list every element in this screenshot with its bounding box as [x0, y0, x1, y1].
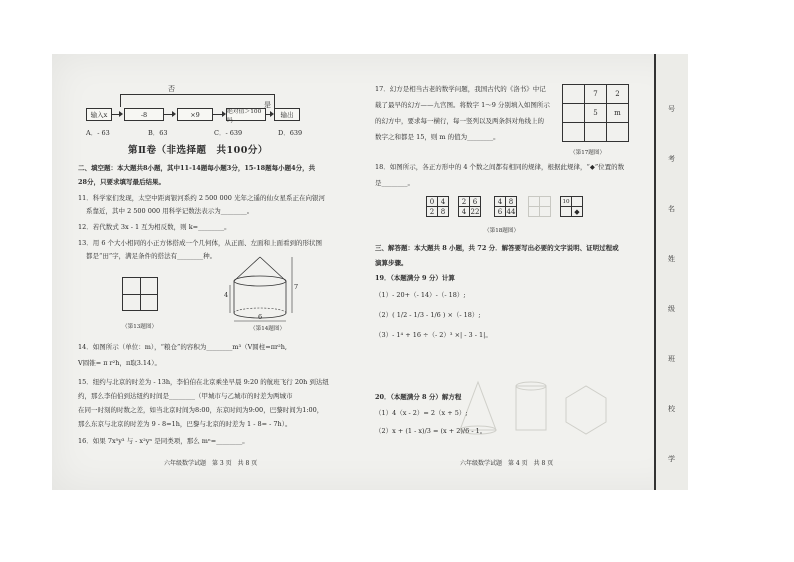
flow-input-box: 输入x — [86, 108, 112, 121]
question-17: 17．幻方是相当古老的数学问题，我国古代的《洛书》中记 — [375, 85, 546, 93]
margin-char: 学 — [668, 455, 675, 463]
question-19-part-3: （3）- 1⁴ + 16 ÷（- 2）³ ×| - 3 - 1|。 — [375, 331, 492, 339]
margin-char: 级 — [668, 305, 675, 313]
pattern-cell: 0 — [426, 196, 438, 207]
fill-heading: 28分，只要求填写最后结果。 — [78, 178, 166, 186]
solve-heading: 三、解答题：本大题共 8 小题，共 72 分．解答要写出必要的文字说明、证明过程或 — [375, 244, 619, 252]
question-15: 在同一时刻的时数之差，如当北京时间为8:00，东京时间为9:00，巴黎时间为1:00， — [78, 406, 324, 414]
flow-arrow-head — [172, 111, 176, 117]
question-11: 系靠近，其中 2 500 000 用科学记数法表示为________。 — [86, 207, 254, 215]
question-18: 18．如图所示，各正方形中的 4 个数之间都有相同的规律，根据此规律，“◆”位置的数 — [375, 163, 625, 171]
magic-cell: 7 — [584, 84, 607, 104]
margin-char: 班 — [668, 355, 675, 363]
pattern-cell: 4 — [494, 196, 506, 207]
magic-cell — [584, 122, 607, 142]
figure-13-grid — [122, 277, 158, 311]
question-13: 13．用 6 个大小相同的小正方体搭成一个几何体，从正面、左面和上面看到的形状图 — [78, 239, 323, 247]
question-15: 约，那么李伯伯到达纽约时间是________（甲城市与乙城市的时差为两城市 — [78, 392, 293, 400]
binding-margin — [654, 54, 688, 490]
q10-option-d: D．639 — [278, 129, 303, 137]
figure-13-caption: （第13题图） — [122, 324, 158, 330]
magic-cell: 2 — [606, 84, 629, 104]
question-17: 数字之和都是 15，则 m 的值为________。 — [375, 133, 500, 141]
q10-option-a: A．- 63 — [86, 129, 110, 137]
pattern-cell: 10 — [560, 196, 572, 207]
question-20: 20．（本题满分 8 分）解方程 — [375, 393, 462, 401]
q10-option-c: C．- 639 — [214, 129, 243, 137]
pattern-cell: 2 — [458, 196, 470, 207]
q10-option-b: B．63 — [148, 129, 168, 137]
magic-cell: 5 — [584, 103, 607, 123]
margin-char: 姓 — [668, 255, 675, 263]
flow-step-minus8: -8 — [124, 108, 164, 121]
section-title: 第Ⅱ卷（非选择题 共100分） — [128, 145, 268, 156]
question-16: 16．如果 7x⁵y³ 与 - x²yⁿ 是同类项，那么 mⁿ=________。 — [78, 437, 249, 445]
pattern-cell: 44 — [506, 207, 516, 216]
flow-loop-line — [120, 94, 121, 107]
question-12: 12．若代数式 3x - 1 互为相反数，则 k=________。 — [78, 223, 231, 231]
magic-cell: m — [606, 103, 629, 123]
flow-condition-box: 绝对值＞100吗 — [226, 108, 266, 121]
question-19: 19．（本题满分 9 分）计算 — [375, 274, 455, 282]
question-11: 11．科学家们发现，太空中距离银河系约 2 500 000 光年之遥的仙女星系正在向银河 — [78, 194, 325, 202]
page-footer-right: 六年级数学试题 第 4 页 共 8 页 — [460, 460, 554, 467]
question-14: V圆锥= π r²h，π取3.14）。 — [78, 359, 161, 367]
margin-char: 考 — [668, 155, 675, 163]
pattern-cell: 4 — [437, 196, 449, 207]
figure-14-label-6: 6 — [258, 313, 263, 321]
flow-loop-line — [120, 94, 274, 95]
question-20-part-1: （1）4（x - 2）= 2（x + 5）; — [375, 409, 468, 417]
solve-heading: 演算步骤。 — [375, 259, 408, 267]
pattern-cell: 6 — [469, 196, 481, 207]
magic-cell — [606, 122, 629, 142]
pattern-cell: 8 — [437, 206, 449, 217]
pattern-diamond-cell: ◆ — [571, 206, 583, 217]
flow-output-box: 输出 — [274, 108, 300, 121]
margin-char: 名 — [668, 205, 675, 213]
question-15: 那么东京与北京的时差为 9 - 8=1h，巴黎与北京的时差为 1 - 8= - 7h）。 — [78, 420, 292, 428]
page-footer-left: 六年级数学试题 第 3 页 共 8 页 — [164, 460, 258, 467]
pattern-cell: 22 — [470, 207, 480, 216]
flow-yes-label: 是 — [264, 101, 271, 109]
figure-14-label-4: 4 — [224, 291, 229, 299]
question-17: 载了最早的幻方——九宫图。将数字 1～9 分别填入如图所示 — [375, 101, 550, 109]
question-19-part-2: （2）( 1/2 - 1/3 - 1/6 ) ×（- 18）; — [375, 311, 481, 319]
flow-step-times9: ×9 — [177, 108, 213, 121]
pattern-cell — [539, 206, 551, 217]
figure-14-granary — [228, 255, 300, 327]
pattern-cell: 6 — [494, 206, 506, 217]
pattern-cell: 4 — [458, 206, 470, 217]
flow-arrow-head — [119, 111, 123, 117]
margin-char: 校 — [668, 405, 675, 413]
margin-char: 号 — [668, 105, 675, 113]
figure-14-label-7: 7 — [294, 283, 299, 291]
magic-cell — [562, 84, 585, 104]
magic-cell — [562, 122, 585, 142]
pattern-cell: 2 — [426, 206, 438, 217]
flow-loop-line — [274, 94, 275, 108]
magic-cell — [562, 103, 585, 123]
question-20-part-2: （2）x + (1 - x)/3 = (x + 2)/6 - 1。 — [375, 427, 487, 435]
fill-heading: 二、填空题：本大题共8小题，其中11-14题每小题3分，15-18题每小题4分，共 — [78, 164, 316, 172]
question-14: 14．如图所示（单位：m），“粮仓”的容积为________m³（V圆柱=πr²h, — [78, 343, 287, 351]
question-15: 15．纽约与北京的时差为 - 13h，李伯伯在北京乘坐早晨 9:20 的航班飞行 20h 到达纽 — [78, 378, 329, 386]
flow-no-label: 否 — [168, 85, 175, 93]
figure-18-caption: （第18题图） — [484, 228, 520, 234]
figure-14-caption: （第14题图） — [250, 326, 286, 332]
figure-17-caption: （第17题图） — [570, 150, 606, 156]
pattern-cell: 8 — [505, 196, 517, 207]
question-19-part-1: （1）- 20+（- 14）-（- 18）; — [375, 291, 466, 299]
question-18: 是________。 — [375, 179, 414, 187]
question-13: 都是“田”字，满足条件的搭法有________种。 — [86, 252, 217, 260]
question-17: 的幻方中，要求每一横行，每一竖列以及两条斜对角线上的 — [375, 117, 544, 125]
